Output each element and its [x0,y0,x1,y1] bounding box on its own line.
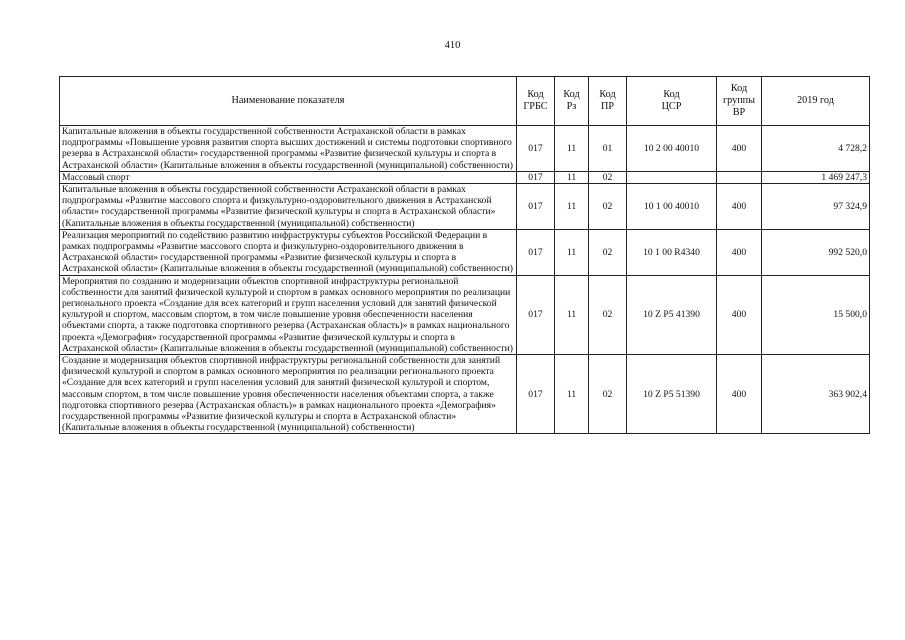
row-rz: 11 [555,184,589,230]
row-amount: 363 902,4 [762,355,870,434]
row-pr: 02 [589,171,627,183]
table-row [60,229,870,275]
row-csr: 10 Z P5 41390 [627,275,717,354]
row-rz: 11 [555,355,589,434]
header-pr: Код ПР [589,77,627,126]
row-grbs: 017 [517,184,555,230]
row-name: Мероприятия по созданию и модернизации объектов спортивной инфраструктуры региональной собственности для занятий физической культурой и спортом в рамках основного мероприятия по реализации регионального проекта «Создание для всех категорий и групп населения условий для занятий физической культурой и спортом, массовым спортом, в том числе повышение уровня обеспеченности населения объектами спорта, а также подготовка спортивного резерва (Астраханская область)» в рамках национального проекта «Демография» государственной программы «Развитие физической культуры и спорта в Астраханской области» (Капитальные вложения в объекты государственной (муниципальной) собственности) [60,275,517,354]
budget-table [59,76,870,434]
row-vr [717,171,762,183]
row-grbs: 017 [517,126,555,172]
row-pr: 01 [589,126,627,172]
row-rz: 11 [555,229,589,275]
row-name: Реализация мероприятий по содействию развитию инфраструктуры субъектов Российской Федерации в рамках подпрограммы «Развитие массового спорта и физкультурно-оздоровительного движения в Астраханской области» государственной программы «Развитие физической культуры и спорта в Астраханской области» (Капитальные вложения в объекты государственной (муниципальной) собственности) [60,229,517,275]
row-amount: 4 728,2 [762,126,870,172]
table-row [60,171,870,183]
header-rz: Код Рз [555,77,589,126]
table-row [60,184,870,230]
row-amount: 1 469 247,3 [762,171,870,183]
row-vr: 400 [717,355,762,434]
page-number: 410 [444,40,461,51]
row-name: Капитальные вложения в объекты государственной собственности Астраханской области в рамках подпрограммы «Развитие массового спорта и физкультурно-оздоровительного движения в Астраханской области» государственной программы «Развитие физической культуры и спорта в Астраханской области» (Капитальные вложения в объекты государственной (муниципальной) собственности) [60,184,517,230]
row-rz: 11 [555,171,589,183]
row-rz: 11 [555,126,589,172]
row-name: Массовый спорт [60,171,517,183]
header-year: 2019 год [762,77,870,126]
table-row [60,355,870,434]
row-vr: 400 [717,229,762,275]
row-grbs: 017 [517,229,555,275]
row-rz: 11 [555,275,589,354]
row-csr: 10 1 00 40010 [627,184,717,230]
table-row [60,275,870,354]
header-grbs: Код ГРБС [517,77,555,126]
row-csr: 10 Z P5 51390 [627,355,717,434]
header-vr: Код группы ВР [717,77,762,126]
table-header-row [60,77,870,126]
row-csr: 10 2 00 40010 [627,126,717,172]
row-amount: 15 500,0 [762,275,870,354]
row-csr [627,171,717,183]
row-name: Капитальные вложения в объекты государственной собственности Астраханской области в рамках подпрограммы «Повышение уровня развития спорта высших достижений и системы подготовки спортивного резерва в Астраханской области» государственной программы «Развитие физической культуры и спорта в Астраханской области» (Капитальные вложения в объекты государственной (муниципальной) собственности) [60,126,517,172]
row-csr: 10 1 00 R4340 [627,229,717,275]
row-grbs: 017 [517,171,555,183]
row-amount: 992 520,0 [762,229,870,275]
row-vr: 400 [717,275,762,354]
row-pr: 02 [589,355,627,434]
header-name: Наименование показателя [60,77,517,126]
header-csr: Код ЦСР [627,77,717,126]
row-pr: 02 [589,229,627,275]
row-grbs: 017 [517,275,555,354]
row-pr: 02 [589,275,627,354]
row-amount: 97 324,9 [762,184,870,230]
row-vr: 400 [717,126,762,172]
row-vr: 400 [717,184,762,230]
row-grbs: 017 [517,355,555,434]
table-row [60,126,870,172]
row-name: Создание и модернизация объектов спортивной инфраструктуры региональной собственности для занятий физической культурой и спортом в рамках основного мероприятия по реализации регионального проекта «Создание для всех категорий и групп населения условий для занятий физической культурой и спортом, массовым спортом, в том числе повышение уровня обеспеченности населения объектами спорта, а также подготовка спортивного резерва (Астраханская область)» в рамках национального проекта «Демография» государственной программы «Развитие физической культуры и спорта в Астраханской области» (Капитальные вложения в объекты государственной (муниципальной) собственности) [60,355,517,434]
row-pr: 02 [589,184,627,230]
